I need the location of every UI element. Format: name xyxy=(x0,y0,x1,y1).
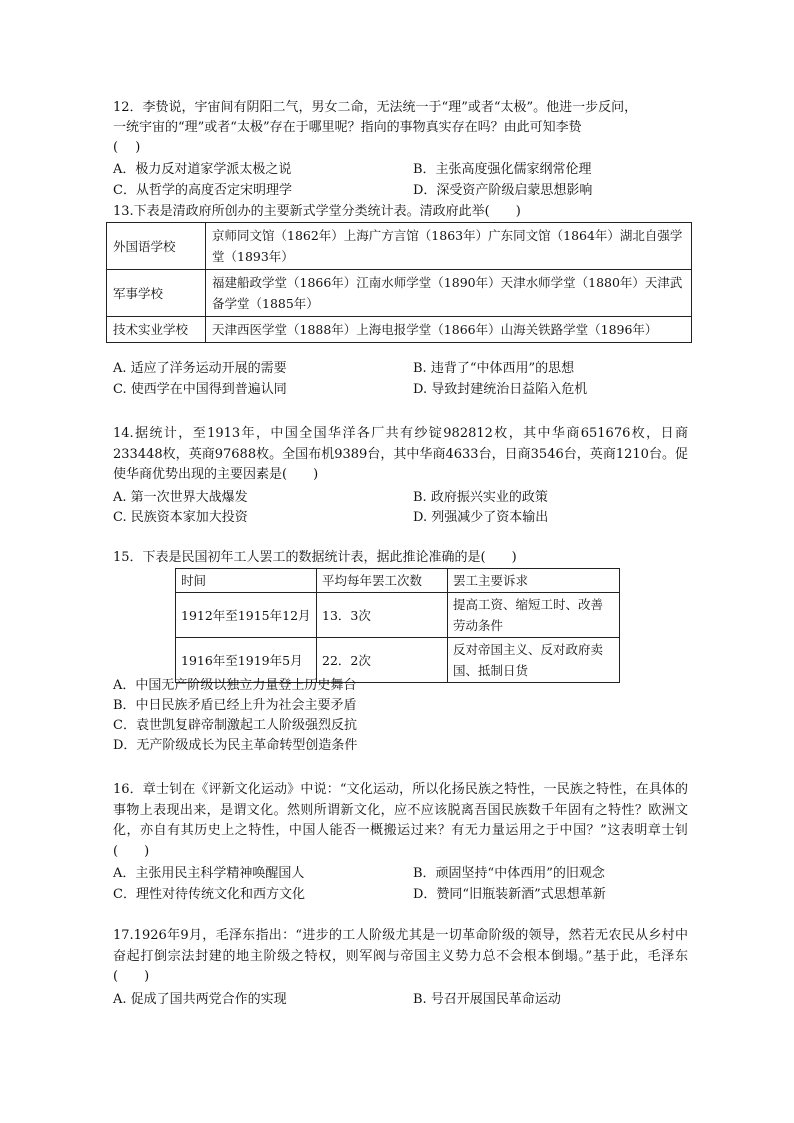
q14-option-b: B. 政府振兴实业的政策 xyxy=(413,489,548,505)
table-cell-demand: 反对帝国主义、反对政府卖国、抵制日货 xyxy=(448,638,620,683)
table-cell-schools: 福建船政学堂（1866年）江南水师学堂（1890年）天津水师学堂（1880年）天津武备学堂（1885年） xyxy=(206,270,692,317)
q12-stem-line-2: 一统宇宙的“理”或者“太极”存在于哪里呢？指向的事物真实存在吗？由此可知李贽 xyxy=(113,120,582,135)
table-header-row xyxy=(176,569,620,593)
question-13-stem xyxy=(113,202,688,222)
table-cell-count: 13．3次 xyxy=(317,593,448,638)
q15-option-c: C．袁世凯复辟帝制激起工人阶级强烈反抗 xyxy=(113,718,357,733)
table-header-cell: 平均每年罢工次数 xyxy=(317,569,448,593)
q13-stem: 13.下表是清政府所创办的主要新式学堂分类统计表。清政府此举( ) xyxy=(113,204,521,219)
q12-options xyxy=(113,160,688,201)
table-row xyxy=(107,317,692,343)
question-13-options xyxy=(113,359,688,400)
q16-stem: 16．章士钊在《评新文化运动》中说：“文化运动，所以化扬民族之特性，一民族之特性，在具体的事物上表现出来，是谓文化。然则所谓新文化，应不应该脱离吾国民族数千年固有之特性？欧洲文化，亦自有其历史上之特性，中国人能否一概搬运过来？有无力量运用之于中国？”这表明章士钊( ) xyxy=(113,782,688,859)
q16-option-d: D．赞同“旧瓶装新酒”式思想革新 xyxy=(413,886,606,902)
question-17 xyxy=(113,926,688,1010)
q12-option-b: B．主张高度强化儒家纲常伦理 xyxy=(413,162,592,177)
q13-option-a: A. 适应了洋务运动开展的需要 xyxy=(113,361,287,376)
question-16 xyxy=(113,780,688,905)
table-cell-period: 1916年至1919年5月 xyxy=(176,638,317,683)
q15-stem: 15．下表是民国初年工人罢工的数据统计表，据此推论准确的是( ) xyxy=(113,550,517,565)
q12-option-d: D．深受资产阶级启蒙思想影响 xyxy=(413,182,593,198)
table-cell-category: 外国语学校 xyxy=(107,223,206,270)
table-header-cell: 时间 xyxy=(176,569,317,593)
question-15-options xyxy=(113,676,688,756)
q13-option-d: D. 导致封建统治日益陷入危机 xyxy=(413,381,588,397)
q17-option-b: B. 号召开展国民革命运动 xyxy=(413,991,561,1007)
table-cell-period: 1912年至1915年12月 xyxy=(176,593,317,638)
table-header-cell: 罢工主要诉求 xyxy=(448,569,620,593)
q14-options xyxy=(113,488,688,529)
q15-option-b: B．中日民族矛盾已经上升为社会主要矛盾 xyxy=(113,698,357,713)
table-cell-category: 技术实业学校 xyxy=(107,317,206,343)
table-cell-schools: 京师同文馆（1862年）上海广方言馆（1863年）广东同文馆（1864年）湖北自强学堂（1893年） xyxy=(206,223,692,270)
q12-option-a: A．极力反对道家学派太极之说 xyxy=(113,162,292,177)
q14-option-a: A. 第一次世界大战爆发 xyxy=(113,489,248,505)
q14-option-c: C. 民族资本家加大投资 xyxy=(113,510,248,525)
question-14 xyxy=(113,424,688,529)
q14-stem: 14.据统计，至1913年，中国全国华洋各厂共有纱锭982812枚，其中华商651676枚，日商233448枚，英商97688枚。全国布机9389台，其中华商4633台，日商3546台，英商1210台。促使华商优势出现的主要因素是( ) xyxy=(113,426,688,482)
table-cell-category: 军事学校 xyxy=(107,270,206,317)
table-row xyxy=(176,593,620,638)
q16-option-a: A．主张用民主科学精神唤醒国人 xyxy=(113,866,305,881)
question-15-stem xyxy=(113,548,688,568)
table-cell-count: 22．2次 xyxy=(317,638,448,683)
table-cell-schools: 天津西医学堂（1888年）上海电报学堂（1866年）山海关铁路学堂（1896年） xyxy=(206,317,692,343)
q15-strike-table xyxy=(175,568,620,683)
q15-option-a: A．中国无产阶级以独立力量登上历史舞台 xyxy=(113,678,357,693)
q13-option-c: C. 使西学在中国得到普遍认同 xyxy=(113,381,287,397)
q17-stem: 17.1926年9月，毛泽东指出：“进步的工人阶级尤其是一切革命阶级的领导，然若无农民从乡村中奋起打倒宗法封建的地主阶级之特权，则军阀与帝国主义势力总不会根本倒塌。”基于此，毛泽东( ) xyxy=(113,928,688,984)
q13-schools-table xyxy=(106,222,692,343)
q12-option-c: C．从哲学的高度否定宋明理学 xyxy=(113,182,292,198)
table-cell-demand: 提高工资、缩短工时、改善劳动条件 xyxy=(448,593,620,638)
q17-option-a: A. 促成了国共两党合作的实现 xyxy=(113,991,287,1007)
q16-option-b: B．顽固坚持“中体西用”的旧观念 xyxy=(413,866,605,881)
q13-option-b: B. 违背了“中体西用”的思想 xyxy=(413,361,575,376)
table-row xyxy=(107,223,692,270)
q12-stem-line-1: 12．李贽说，宇宙间有阴阳二气，男女二命，无法统一于“理”或者“太极”。他进一步反问， xyxy=(113,100,638,115)
table-row xyxy=(107,270,692,317)
q14-option-d: D. 列强减少了资本输出 xyxy=(413,510,549,525)
question-12 xyxy=(113,98,688,201)
q16-option-c: C．理性对待传统文化和西方文化 xyxy=(113,886,305,902)
q16-options xyxy=(113,864,688,905)
q13-options xyxy=(113,359,688,400)
q15-option-d: D．无产阶级成长为民主革命转型创造条件 xyxy=(113,738,358,753)
q17-options xyxy=(113,990,688,1011)
q12-answer-blank: ( ) xyxy=(113,140,141,155)
